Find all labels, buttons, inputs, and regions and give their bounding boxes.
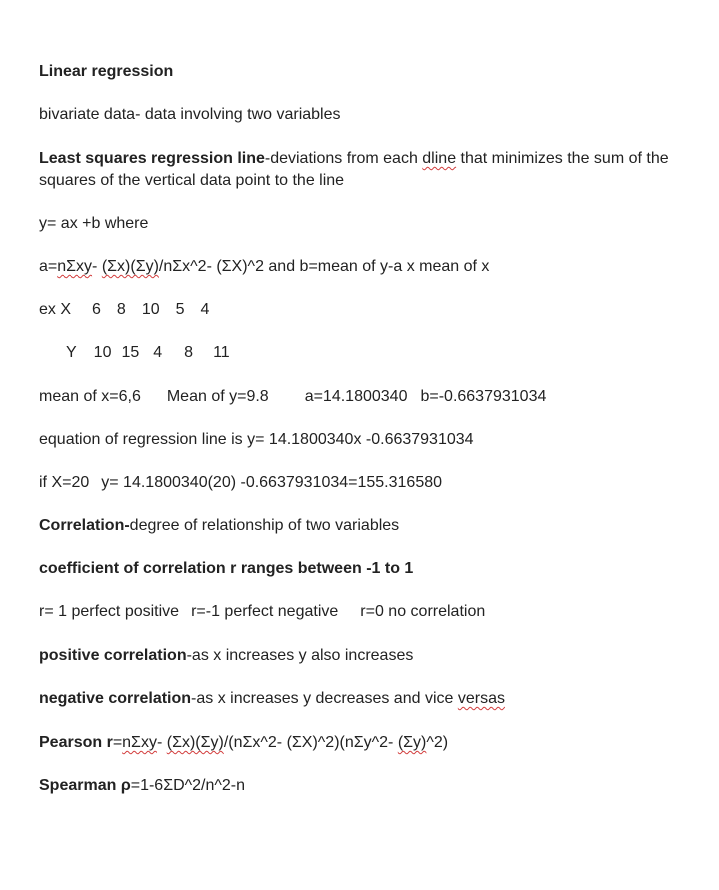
spellcheck-word[interactable]: dline	[422, 150, 457, 167]
heading-linear-regression: Linear regression	[39, 63, 174, 80]
example-x-value: 5	[175, 301, 185, 318]
bivariate-definition: bivariate data- data involving two variables	[39, 106, 341, 123]
positive-correlation: positive correlation-as x increases y also increases	[39, 647, 414, 664]
spellcheck-word[interactable]: nΣxy	[57, 258, 93, 275]
spearman-term: Spearman ρ	[39, 777, 131, 794]
a-formula: a=nΣxy- (Σx)(Σy)/nΣx^2- (ΣX)^2 and b=mean of y-a x mean of x	[39, 258, 490, 275]
example-y-value: 10	[93, 344, 112, 361]
example-y-value: 8	[184, 344, 194, 361]
negative-correlation: negative correlation-as x increases y decreases and vice versas	[39, 690, 505, 707]
example-y-value: 4	[153, 344, 163, 361]
regression-formula: y= ax +b where	[39, 215, 149, 232]
least-squares-term: Least squares regression line	[39, 150, 265, 167]
spellcheck-word[interactable]: (Σx)(Σy)	[101, 258, 159, 275]
means-line: mean of x=6,6 Mean of y=9.8 a=14.1800340 b=-0.6637931034	[39, 388, 547, 405]
correlation-definition: Correlation-degree of relationship of two variables	[39, 517, 400, 534]
pearson-term: Pearson r	[39, 734, 113, 751]
example-x-value: 4	[200, 301, 210, 318]
example-y-value: 11	[213, 344, 230, 361]
example-x-value: 8	[116, 301, 126, 318]
example-y-row: Y 10 15 4 8 11	[66, 344, 230, 361]
least-squares-definition: Least squares regression line-deviations from each dline that minimizes the sum of the squares of the vertical data point to the line	[39, 150, 669, 189]
spellcheck-word[interactable]: (Σy)	[397, 734, 427, 751]
spearman-formula: Spearman ρ=1-6ΣD^2/n^2-n	[39, 777, 246, 794]
spellcheck-word[interactable]: (Σx)(Σy)	[166, 734, 224, 751]
spellcheck-word[interactable]: versas	[457, 690, 505, 707]
positive-correlation-term: positive correlation	[39, 647, 187, 664]
negative-correlation-term: negative correlation	[39, 690, 192, 707]
example-x-row: ex X 6 8 10 5 4	[39, 301, 210, 318]
spellcheck-word[interactable]: nΣxy	[122, 734, 157, 751]
correlation-term: Correlation-	[39, 517, 130, 534]
equation-line: equation of regression line is y= 14.1800340x -0.6637931034	[39, 431, 474, 448]
example-x-value: 6	[92, 301, 101, 318]
example-x-value: 10	[141, 301, 160, 318]
example-y-value: 15	[121, 344, 140, 361]
coefficient-heading: coefficient of correlation r ranges between -1 to 1	[39, 560, 414, 577]
r-values-line: r= 1 perfect positive r=-1 perfect negative r=0 no correlation	[39, 603, 486, 620]
pearson-formula: Pearson r=nΣxy- (Σx)(Σy)/(nΣx^2- (ΣX)^2)(nΣy^2- (Σy)^2)	[39, 734, 449, 751]
if-x-line: if X=20 y= 14.1800340(20) -0.6637931034=155.316580	[39, 474, 443, 491]
